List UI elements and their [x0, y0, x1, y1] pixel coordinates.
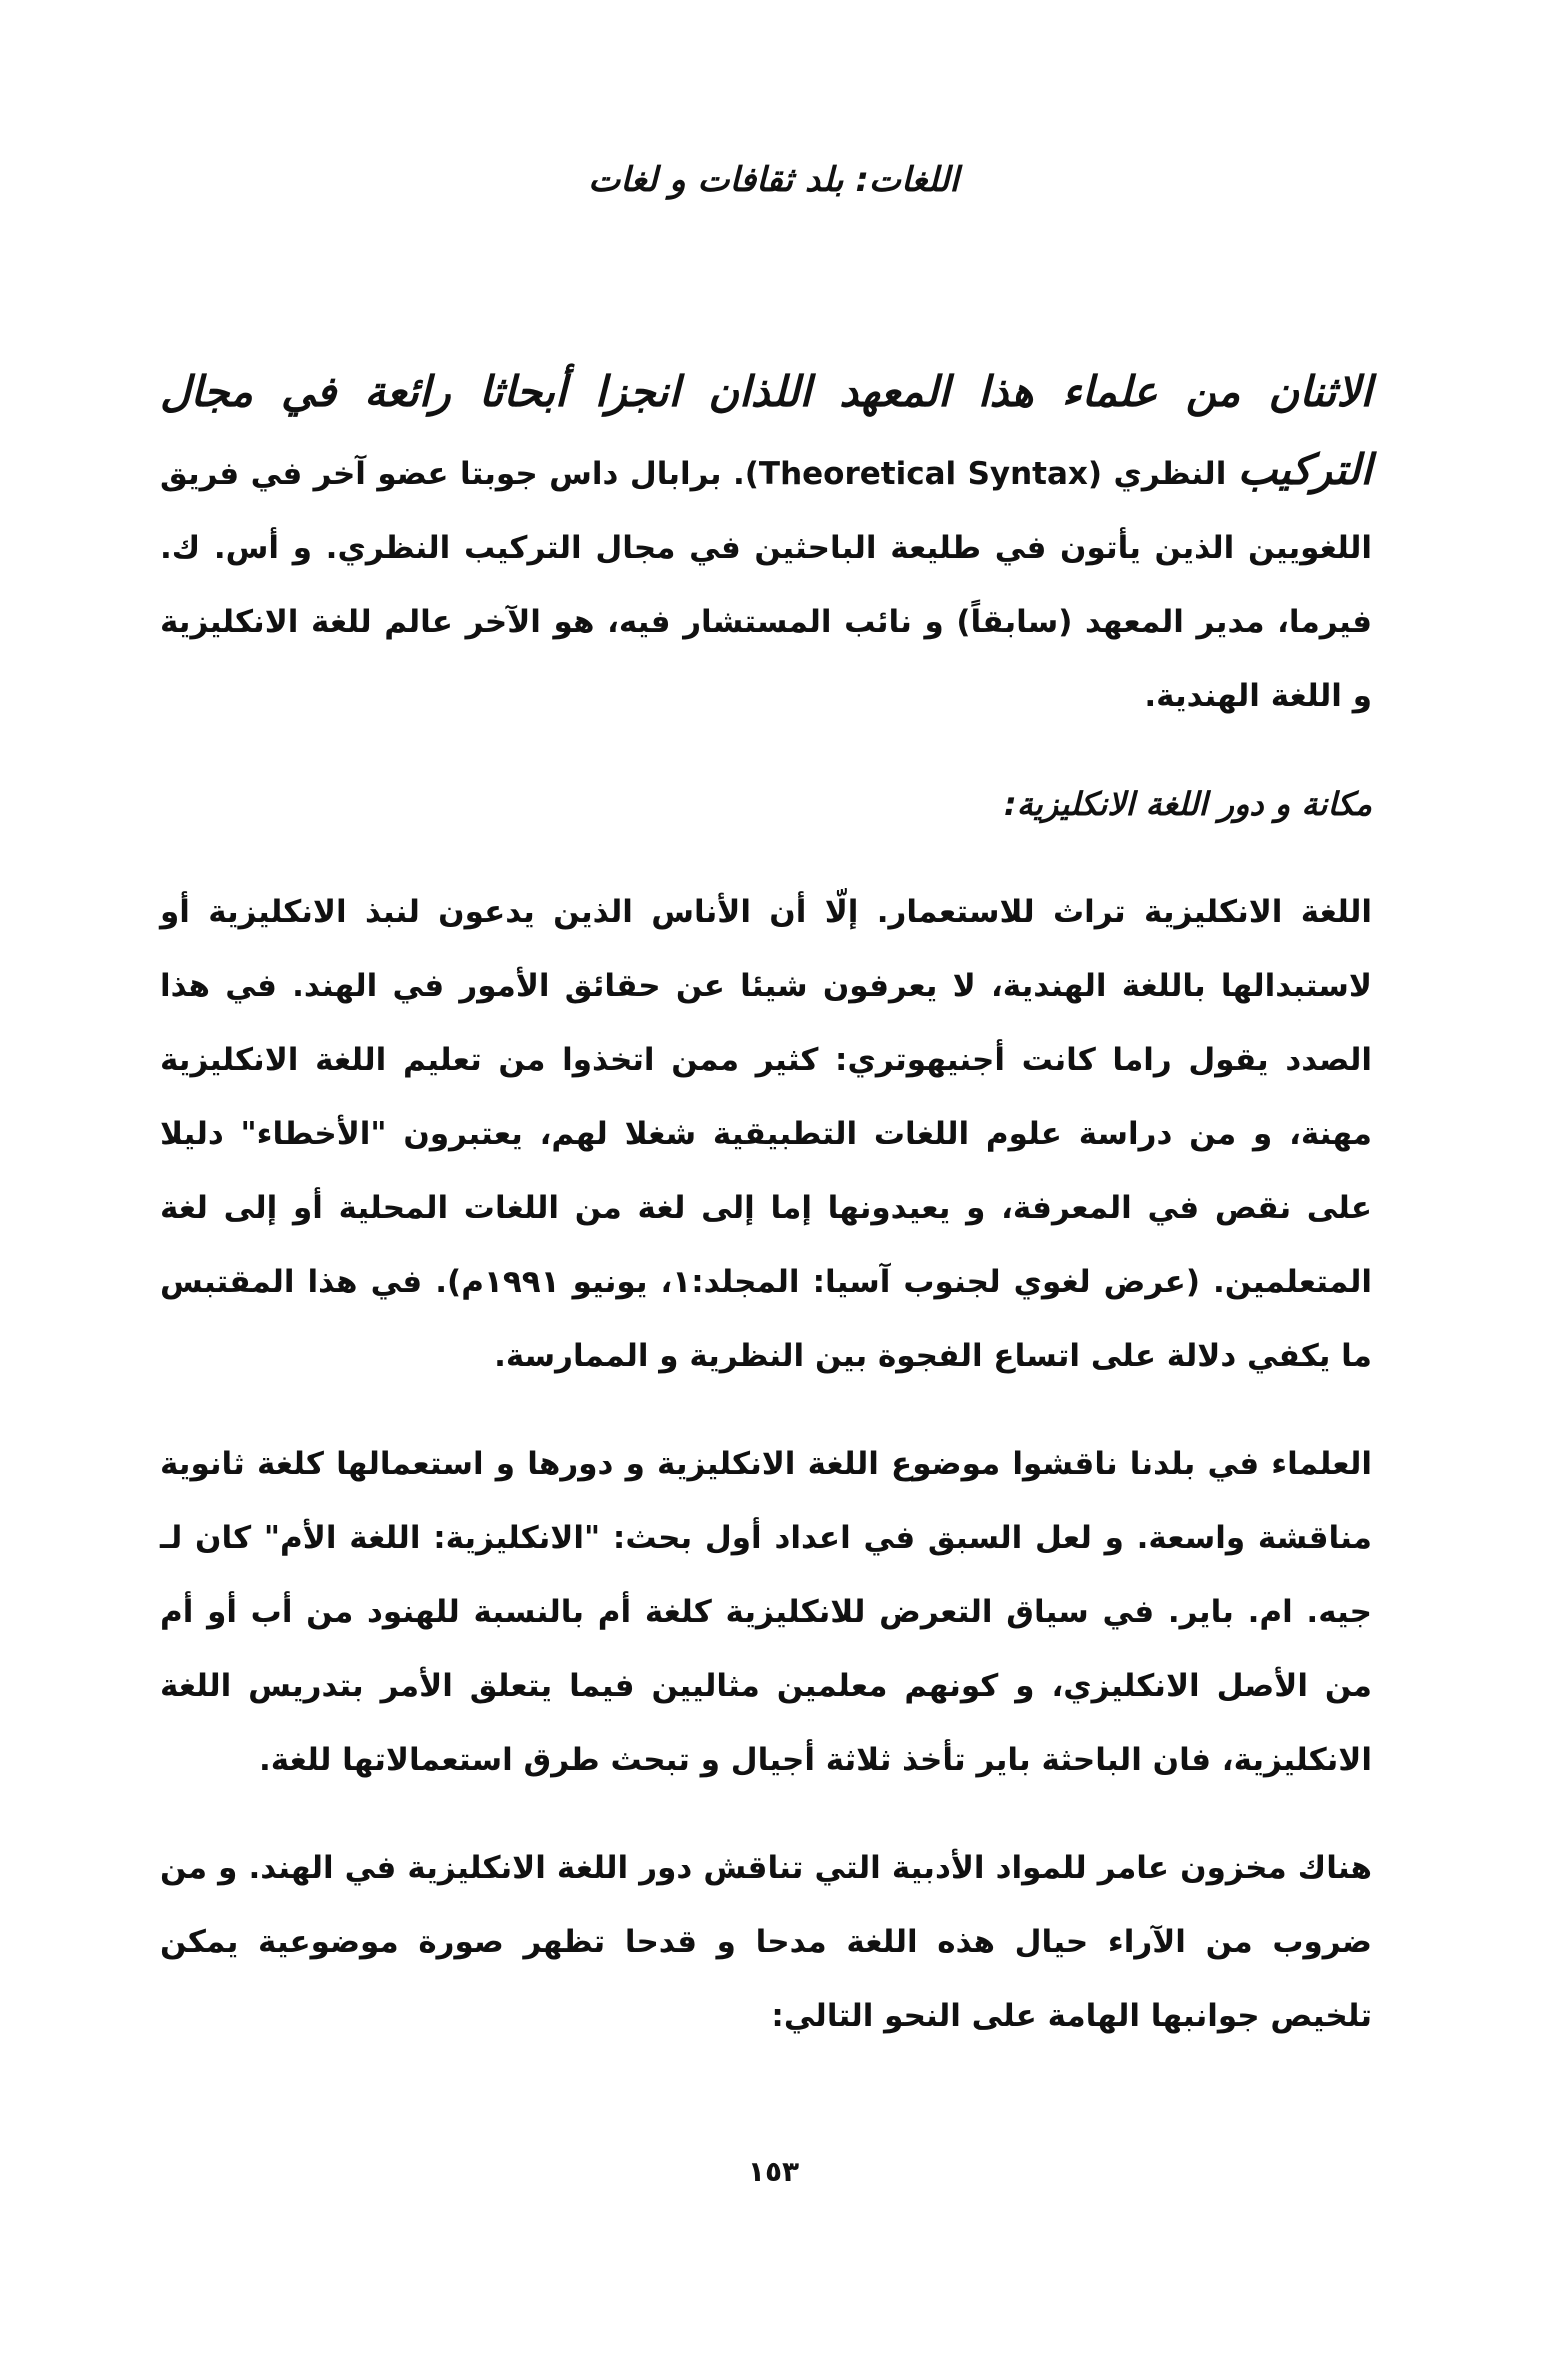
- intro-paragraph: [160, 355, 1372, 733]
- paragraph: العلماء في بلدنا ناقشوا موضوع اللغة الانكليزية و دورها و استعمالها كلغة ثانوية مناقشة واسعة. و لعل السبق في اعداد أول بحث: "الانكليزية: اللغة الأم" كان لـ جيه. ام. باير. في سياق التعرض للانكليزية كلغة أم بالنسبة للهنود من أب أو أم من الأصل الانكليزي، و كونهم معلمين مثاليين فيما يتعلق الأمر بتدريس اللغة الانكليزية، فان الباحثة باير تأخذ ثلاثة أجيال و تبحث طرق استعمالاتها للغة.: [160, 1446, 1372, 1778]
- intro-text: النظري (Theoretical Syntax). برابال داس جوبتا عضو آخر في فريق اللغويين الذين يأتون في طليعة الباحثين في مجال التركيب النظري. و أس. ك. فيرما، مدير المعهد (سابقاً) و نائب المستشار فيه، هو الآخر عالم للغة الانكليزية و اللغة الهندية.: [160, 456, 1372, 714]
- section-heading: مكانة و دور اللغة الانكليزية:: [1003, 785, 1372, 823]
- page-number: ١٥٣: [747, 2155, 800, 2188]
- paragraph: اللغة الانكليزية تراث للاستعمار. إلّا أن الأناس الذين يدعون لنبذ الانكليزية أو لاستبدالها باللغة الهندية، لا يعرفون شيئا عن حقائق الأمور في الهند. في هذا الصدد يقول راما كانت أجنيهوتري: كثير ممن اتخذوا من تعليم اللغة الانكليزية مهنة، و من دراسة علوم اللغات التطبيقية شغلا لهم، يعتبرون "الأخطاء" دليلا على نقص في المعرفة، و يعيدونها إما إلى لغة من اللغات المحلية أو إلى لغة المتعلمين. (عرض لغوي لجنوب آسيا: المجلد:١، يونيو ١٩٩١م). في هذا المقتبس ما يكفي دلالة على اتساع الفجوة بين النظرية و الممارسة.: [160, 894, 1372, 1374]
- intro-lead: الاثنان من علماء هذا المعهد اللذان انجزا أبحاثا رائعة في مجال التركيب: [160, 367, 1372, 494]
- body-text: [160, 355, 1372, 2087]
- running-header: اللغات: بلد ثقافات و لغات: [588, 160, 959, 200]
- paragraph: هناك مخزون عامر للمواد الأدبية التي تناقش دور اللغة الانكليزية في الهند. و من ضروب من الآراء حيال هذه اللغة مدحا و قدحا تظهر صورة موضوعية يمكن تلخيص جوانبها الهامة على النحو التالي:: [160, 1850, 1372, 2034]
